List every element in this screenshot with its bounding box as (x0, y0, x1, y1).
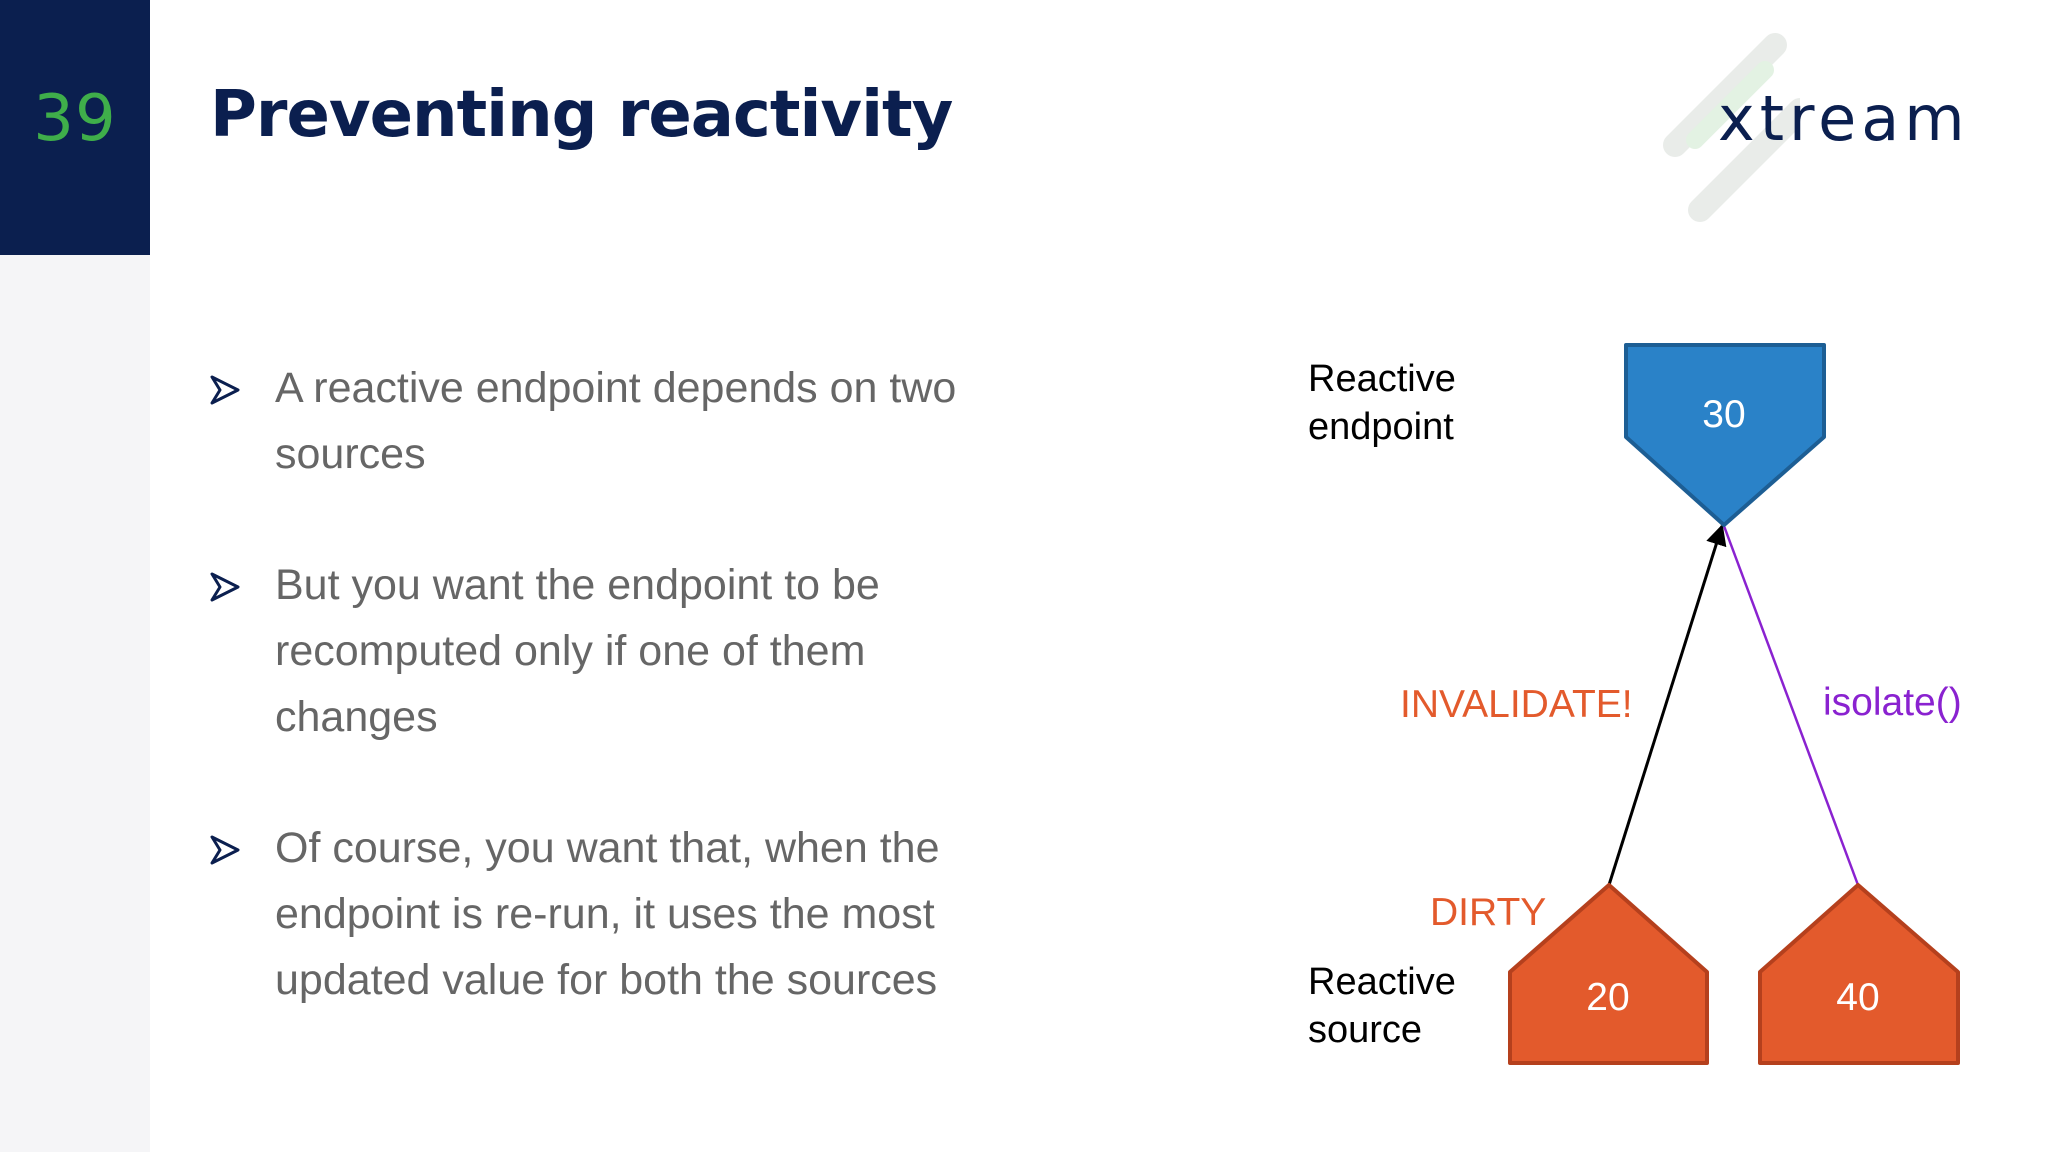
xtream-logo-text: xtream (1718, 82, 1970, 155)
dirty-label: DIRTY (1430, 891, 1547, 934)
slide-title: Preventing reactivity (210, 78, 953, 152)
endpoint-value: 30 (1702, 393, 1746, 436)
isolate-label: isolate() (1823, 681, 1962, 724)
slide-number: 39 (33, 82, 117, 156)
endpoint-label-line1: Reactive (1308, 358, 1456, 400)
invalidate-label: INVALIDATE! (1400, 683, 1633, 726)
source-left-value: 20 (1586, 976, 1630, 1019)
bullet-text: A reactive endpoint depends on two sources (275, 364, 957, 478)
bullet-text: Of course, you want that, when the endpoint is re-run, it uses the most updated value for both the sources (275, 824, 940, 1004)
source-right-value: 40 (1836, 976, 1880, 1019)
endpoint-label-line2: endpoint (1308, 406, 1454, 448)
source-label-line1: Reactive (1308, 961, 1456, 1003)
bullet-text: But you want the endpoint to be recomputed only if one of them changes (275, 561, 880, 741)
reactive-source-node-right (1760, 885, 1958, 1063)
source-label-line2: source (1308, 1009, 1423, 1051)
